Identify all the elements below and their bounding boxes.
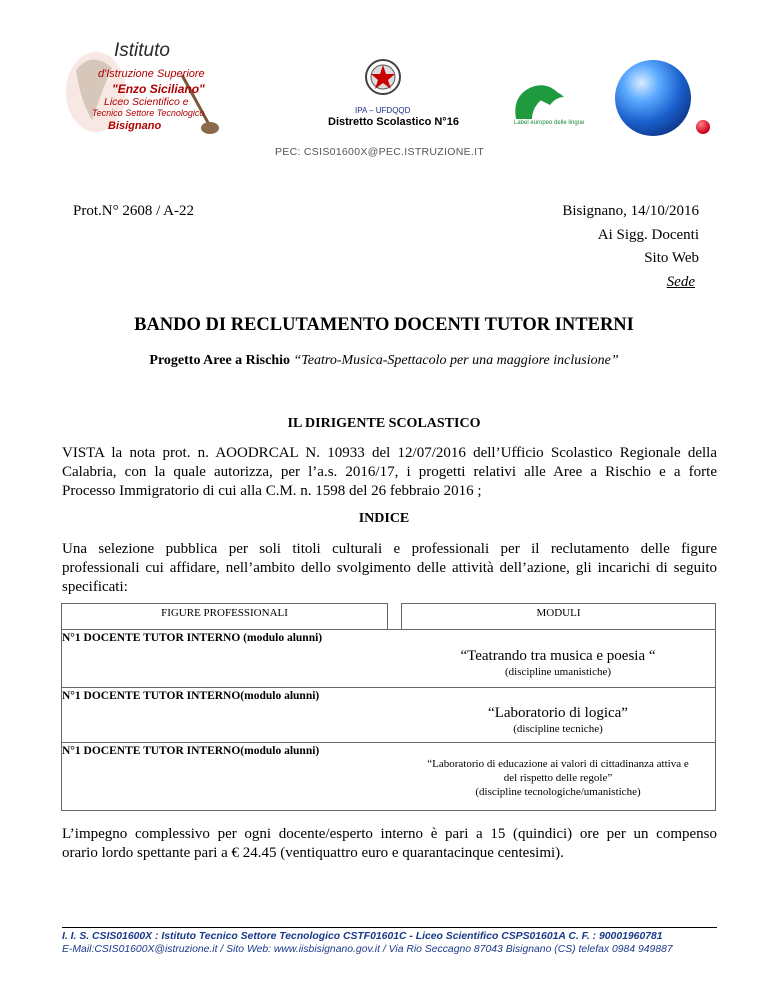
impegno-line-2: orario lordo spettante pari a € 24.45 (ventiquattro euro e quarantacinque centesimi). [62,845,564,861]
module-column-header: MODULI [402,604,716,630]
label-lingue-caption: Label europeo delle lingue [514,120,585,126]
figure-column-header: FIGURE PROFESSIONALI [62,604,388,630]
table-row [62,688,716,743]
globe-icon [615,60,691,136]
page-title: BANDO DI RECLUTAMENTO DOCENTI TUTOR INTERNI [134,315,634,335]
module-discipline: (discipline umanistiche) [505,666,611,678]
vista-line-3: Processo Immigratorio di cui alla C.M. n. 1598 del 26 febbraio 2016 ; [62,483,482,499]
selezione-line-2: professionali cui affidare, nell’ambito dello svolgimento delle attività dell’azione, gli incarichi di seguito [62,560,717,576]
logo-bisignano: Bisignano [108,120,162,132]
distretto-label: Distretto Scolastico N°16 [328,116,459,128]
project-name: “Teatro-Musica-Spettacolo per una maggiore inclusione” [293,353,619,368]
vista-line-1: VISTA la nota prot. n. AOODRCAL N. 10933 del 12/07/2016 dell’Ufficio Scolastico Regionale della [62,445,717,461]
school-logo [62,40,230,140]
table-row-cell [62,630,716,688]
table-row-cell [62,688,716,743]
project-label: Progetto Aree a Rischio [149,353,291,368]
footer-line-1: I. I. S. CSIS01600X : Istituto Tecnico Settore Tecnologico CSTF01601C - Liceo Scientifico CSPS01601A C. F. : 90001960781 [62,931,663,942]
table-gap [388,604,402,630]
module-title-line-2: del rispetto delle regole” [503,772,613,784]
table-row [62,743,716,811]
selezione-paragraph [62,540,717,597]
ipa-code: IPA – UFDQQD [355,106,411,115]
impegno-paragraph [62,825,717,863]
module-title [401,757,715,799]
dirigente-heading: IL DIRIGENTE SCOLASTICO [287,416,481,431]
impegno-line-1: L’impegno complessivo per ogni docente/esperto interno è pari a 15 (quindici) ore per un compenso [62,826,717,842]
module-discipline: (discipline tecnologiche/umanistiche) [475,786,641,798]
logo-tecnico: Tecnico Settore Tecnologico [92,108,205,118]
module-title-line-1: “Laboratorio di educazione ai valori di cittadinanza attiva e [427,758,689,770]
recipient-docenti: Ai Sigg. Docenti [597,227,699,243]
recipient-sede: Sede [666,274,695,290]
footer-divider [62,927,717,928]
selezione-line-1: Una selezione pubblica per soli titoli culturali e professionali per il reclutamento delle figure [62,541,717,557]
table-row-cell [62,743,716,811]
logo-liceo: Liceo Scientifico e [104,96,189,108]
project-line [0,353,768,369]
recipient-sito: Sito Web [644,250,699,266]
module-discipline: (discipline tecniche) [513,723,603,735]
footer-line-2: E-Mail:CSIS01600X@istruzione.it / Sito Web: www.iisbisignano.gov.it / Via Rio Seccagno 87043 Bisignano (CS) telefax 0984 949887 [62,944,673,955]
label-lingue-logo [508,75,568,123]
republic-emblem-icon [362,58,404,98]
modules-table [61,603,716,811]
figure-cell: N°1 DOCENTE TUTOR INTERNO (modulo alunni) [62,632,323,644]
red-dot-icon [696,120,710,134]
pec-address: PEC: CSIS01600X@PEC.ISTRUZIONE.IT [275,146,485,158]
logo-istituto: Istituto [114,40,170,61]
table-header-row [62,604,716,630]
module-title: “Teatrando tra musica e poesia “ [460,648,656,664]
module-title: “Laboratorio di logica” [488,705,628,721]
figure-cell: N°1 DOCENTE TUTOR INTERNO(modulo alunni) [62,690,320,702]
vista-line-2: Calabria, con la quale autorizza, per l’a.s. 2016/17, i progetti relativi alle Aree a Rischio e a forte [62,464,717,480]
indice-heading: INDICE [358,511,410,526]
vista-paragraph [62,444,717,501]
logo-istruzione: d'Istruzione Superiore [98,68,205,80]
logo-enzo: "Enzo Siciliano" [112,82,205,96]
protocol-number: Prot.N° 2608 / A-22 [73,203,195,219]
selezione-line-3: specificati: [62,579,128,595]
place-date: Bisignano, 14/10/2016 [562,203,699,219]
figure-cell: N°1 DOCENTE TUTOR INTERNO(modulo alunni) [62,745,320,757]
table-row [62,630,716,688]
